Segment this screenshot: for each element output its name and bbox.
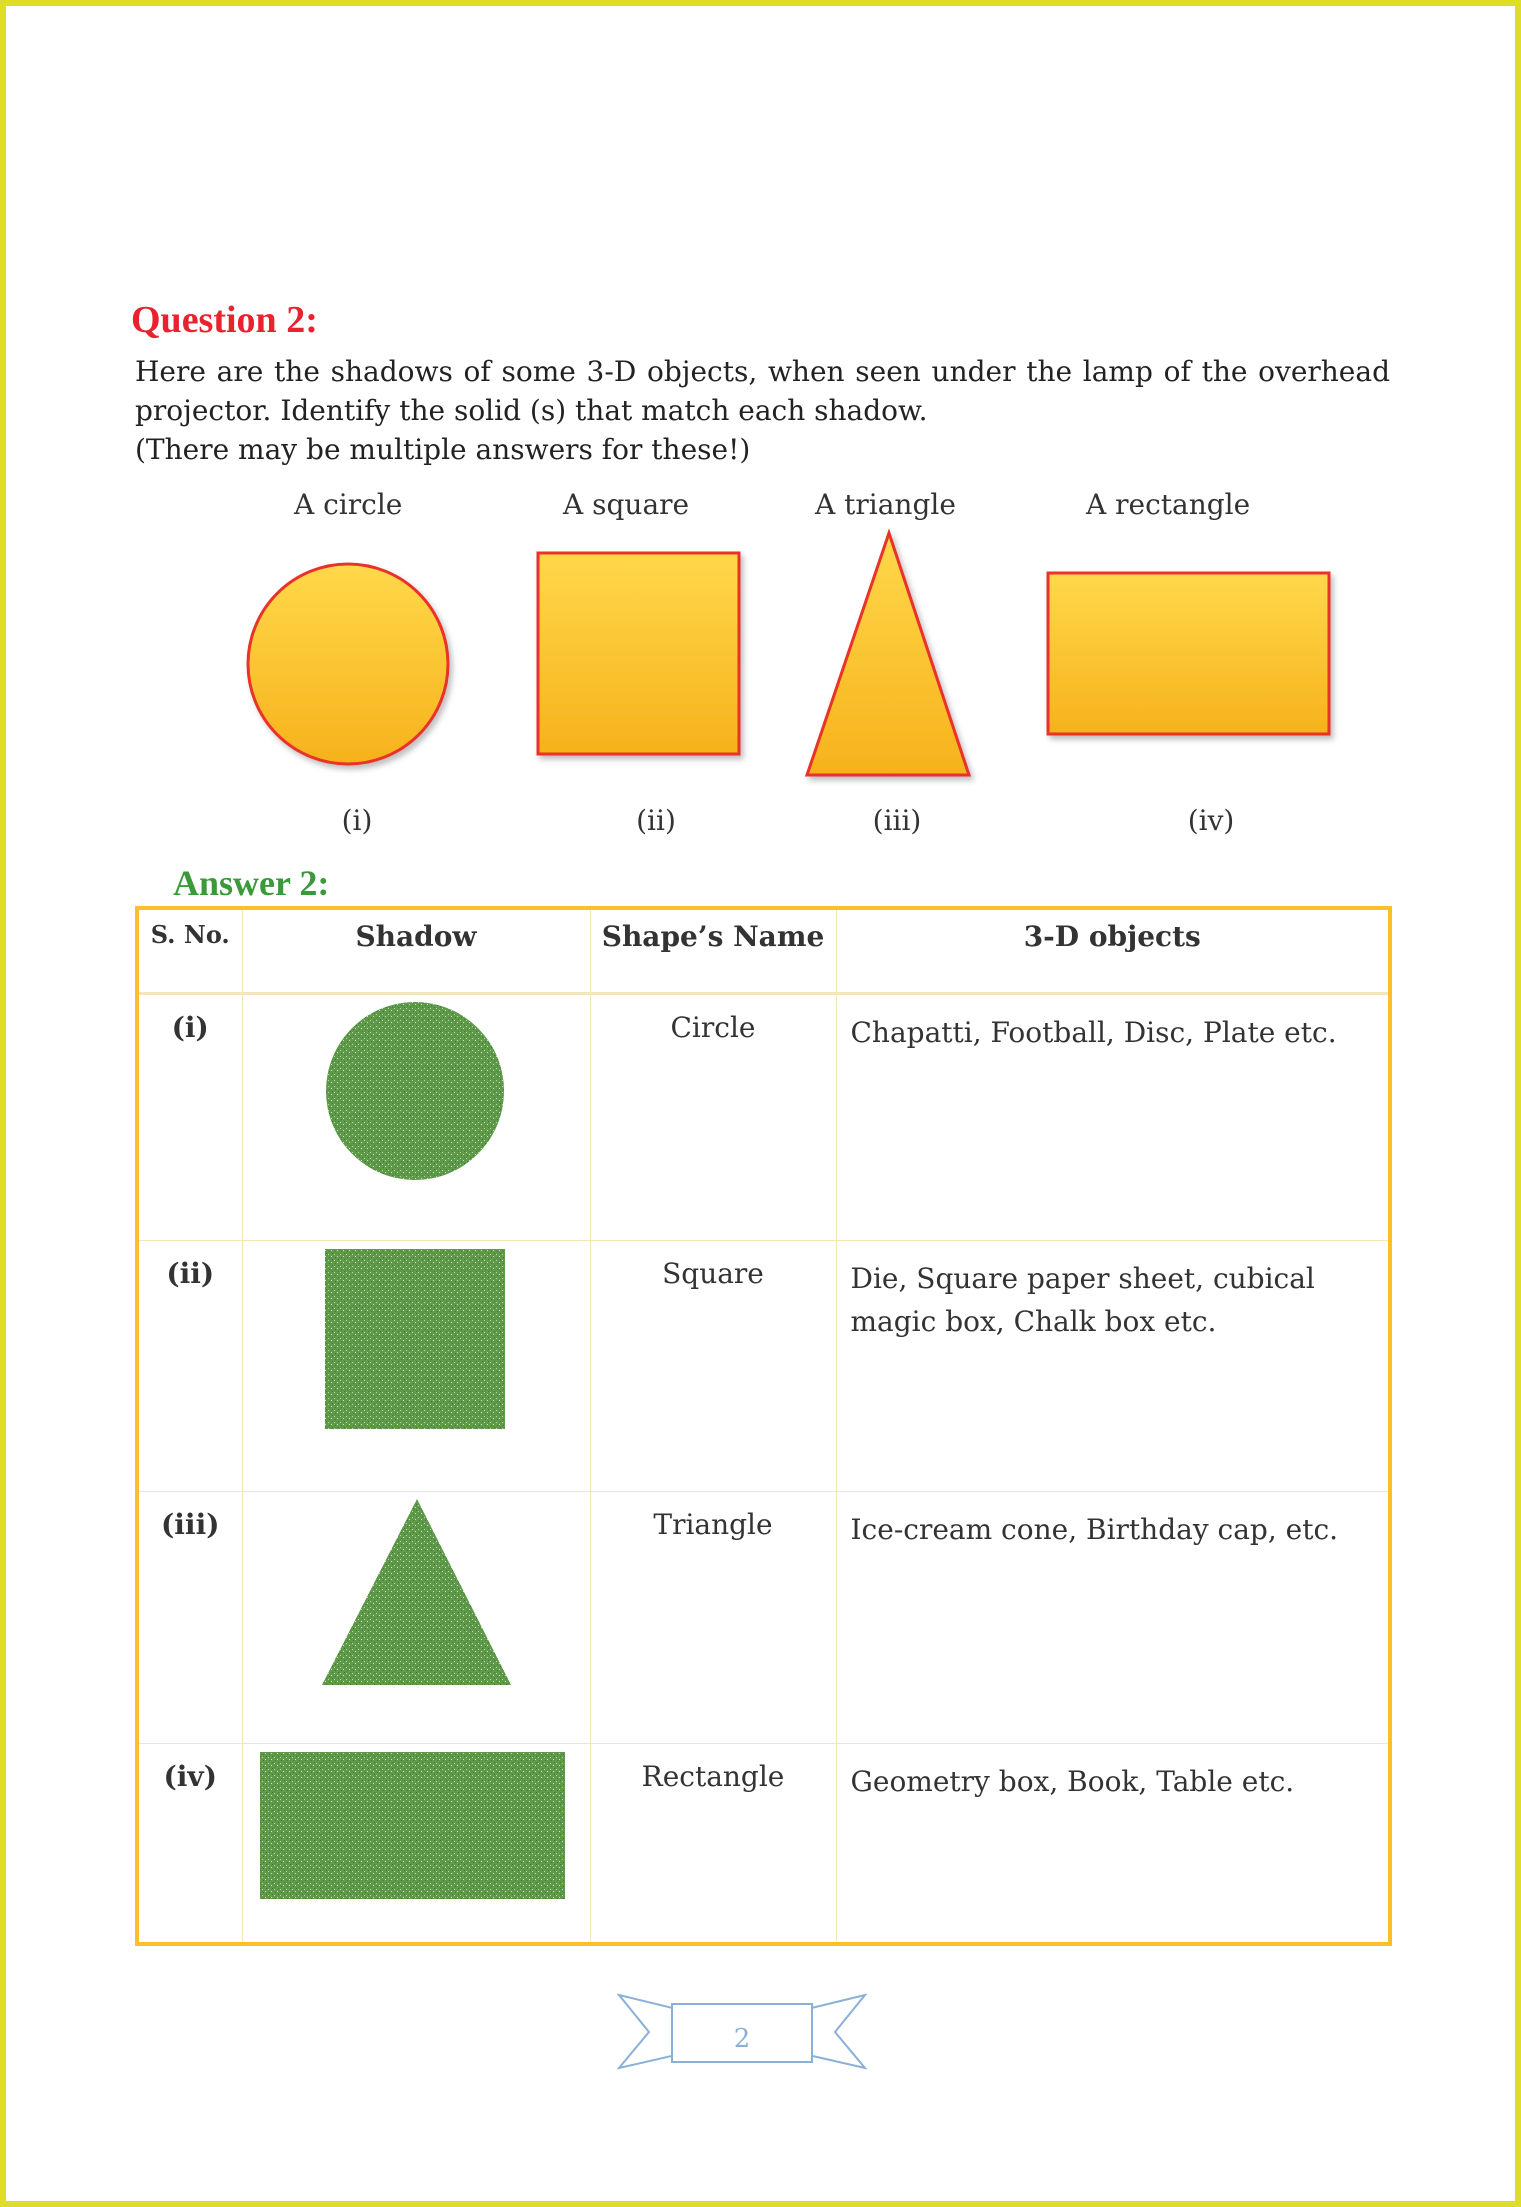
answer-table <box>135 906 1392 1946</box>
roman-label-i: (i) <box>341 804 373 837</box>
triangle-shadow <box>243 1492 591 1742</box>
question-note: (There may be multiple answers for these!) <box>135 433 751 466</box>
triangle-shape <box>807 533 969 775</box>
shadow-cell <box>242 1744 590 1945</box>
shapes-figure <box>0 0 1521 900</box>
shadow-cell <box>242 1492 590 1744</box>
row-sno: (iv) <box>137 1744 242 1945</box>
row-shape-name: Square <box>590 1241 836 1492</box>
rectangle-shape <box>1048 573 1329 734</box>
row-shape-name: Rectangle <box>590 1744 836 1945</box>
row-shape-name: Triangle <box>590 1492 836 1744</box>
shape-label-square: A square <box>563 488 690 521</box>
table-row <box>137 994 1390 1241</box>
square-shadow <box>243 1241 591 1490</box>
row-sno: (iii) <box>137 1492 242 1744</box>
header-shape-name: Shape’s Name <box>590 908 836 994</box>
shadow-cell <box>242 1241 590 1492</box>
shape-label-rectangle: A rectangle <box>1086 488 1251 521</box>
roman-label-iv: (iv) <box>1187 804 1235 837</box>
row-objects: Ice-cream cone, Birthday cap, etc. <box>836 1492 1390 1744</box>
page-number: 2 <box>733 2024 751 2054</box>
row-shape-name: Circle <box>590 994 836 1241</box>
row-objects: Geometry box, Book, Table etc. <box>836 1744 1390 1945</box>
circle-shadow <box>243 995 591 1240</box>
shape-label-triangle: A triangle <box>815 488 956 521</box>
row-objects: Die, Square paper sheet, cubical magic box, Chalk box etc. <box>836 1241 1390 1492</box>
row-sno: (ii) <box>137 1241 242 1492</box>
header-objects: 3-D objects <box>836 908 1390 994</box>
header-shadow: Shadow <box>242 908 590 994</box>
shadow-cell <box>242 994 590 1241</box>
question-title: Question 2: <box>131 299 318 341</box>
table-row <box>137 1744 1390 1945</box>
row-sno: (i) <box>137 994 242 1241</box>
table-row <box>137 1492 1390 1744</box>
shape-label-circle: A circle <box>294 488 403 521</box>
table-row <box>137 1241 1390 1492</box>
roman-label-ii: (ii) <box>636 804 676 837</box>
square-shape <box>538 553 739 754</box>
roman-label-iii: (iii) <box>872 804 922 837</box>
header-sno: S. No. <box>137 908 242 994</box>
question-body: Here are the shadows of some 3-D objects, when seen under the lamp of the overhead projector. Identify the solid (s) that match each shadow. <box>135 355 1390 427</box>
answer-title: Answer 2: <box>173 863 330 903</box>
rectangle-shadow <box>243 1744 591 1942</box>
circle-shape <box>248 564 448 764</box>
table-header-row <box>137 908 1390 994</box>
row-objects: Chapatti, Football, Disc, Plate etc. <box>836 994 1390 1241</box>
